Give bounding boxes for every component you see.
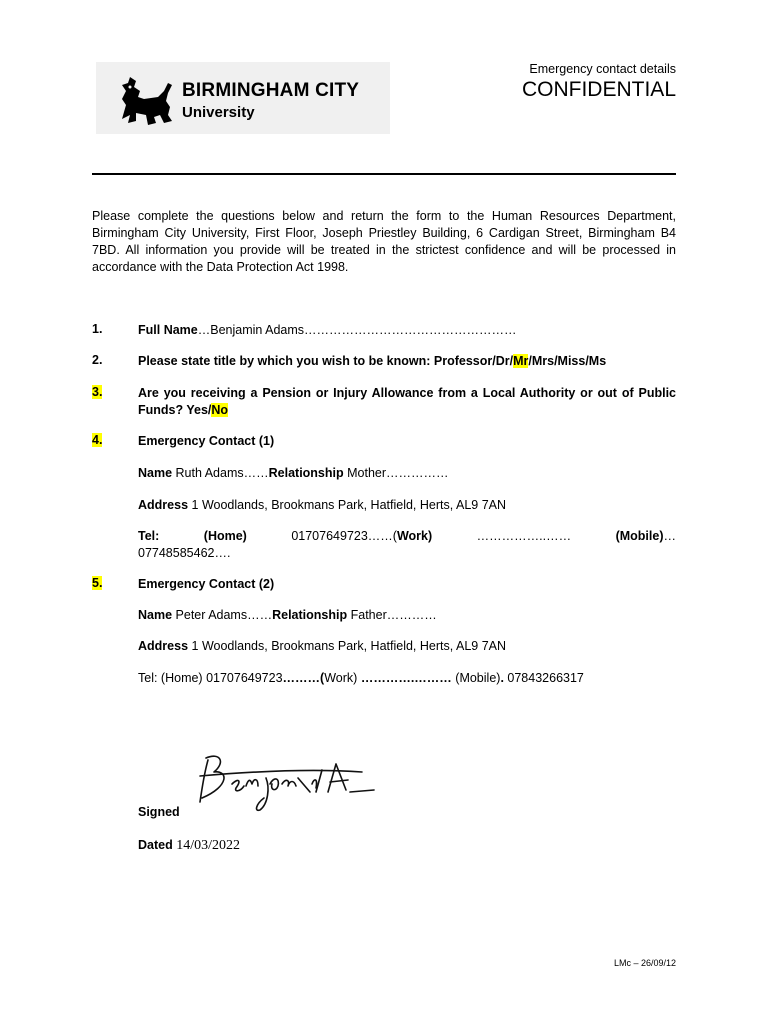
title-question: Please state title by which you wish to be known: Professor/Dr/ <box>138 354 514 368</box>
contact1-heading: Emergency Contact (1) <box>138 434 275 448</box>
full-name-label: Full Name <box>138 323 198 337</box>
contact2-tel-work: Work) <box>324 671 358 685</box>
contact1-mobile-label: (Mobile) <box>615 529 664 543</box>
contact2-name-label: Name <box>138 608 173 622</box>
contact1-name-row <box>138 465 676 482</box>
q1-number: 1. <box>92 322 103 336</box>
signed-label: Signed <box>138 805 180 819</box>
contact1-name-value: Ruth Adams…… <box>175 466 269 480</box>
contact1-work-value: ……………..…… <box>476 529 572 543</box>
brand-name: BIRMINGHAM CITY <box>182 80 360 101</box>
header-divider <box>92 173 676 175</box>
q3-number: 3. <box>92 385 103 399</box>
contact2-tel-mobile-value: 07843266317 <box>507 671 584 685</box>
contact1-address-row <box>138 497 676 514</box>
q1-full-name <box>138 322 676 339</box>
contact1-address-value: 1 Woodlands, Brookmans Park, Hatfield, Herts, AL9 7AN <box>191 498 507 512</box>
contact1-relationship-value: Mother…………… <box>347 466 449 480</box>
dated-label: Dated <box>138 838 173 852</box>
contact2-tel-dots2: ………….……… <box>360 671 452 685</box>
contact1-home-label: (Home) <box>203 529 247 543</box>
q2-title <box>138 353 676 370</box>
contact1-tel-row <box>138 528 676 562</box>
contact2-tel-mobile-label: (Mobile) <box>455 671 501 685</box>
brand-subname: University <box>182 104 255 121</box>
contact2-tel-dots1: ………( <box>282 671 325 685</box>
contact2-relationship-value: Father………… <box>350 608 437 622</box>
title-selected: Mr <box>513 354 529 368</box>
contact1-home-value: 01707649723……( <box>291 529 397 543</box>
contact1-name-label: Name <box>138 466 173 480</box>
intro-paragraph: Please complete the questions below and return the form to the Human Resources Department, Birmingham City University, First Floor, Joseph Priestley Building, 6 Cardigan Street, Birmingham B4 7BD. All information you provide will be treated in the strictest confidence and will be processed in accordance with the Data Protection Act 1998. <box>92 209 676 274</box>
contact1-tel-label: Tel: <box>138 529 160 543</box>
contact2-name-row <box>138 607 676 624</box>
contact2-relationship-label: Relationship <box>272 608 348 622</box>
confidential-title: CONFIDENTIAL <box>521 78 676 101</box>
contact2-address-value: 1 Woodlands, Brookmans Park, Hatfield, Herts, AL9 7AN <box>191 639 507 653</box>
contact2-tel-home: Tel: (Home) 01707649723 <box>138 671 283 685</box>
contact1-relationship-label: Relationship <box>268 466 344 480</box>
dated-value: 14/03/2022 <box>176 838 240 853</box>
contact2-heading: Emergency Contact (2) <box>138 577 275 591</box>
contact1-work-label: Work) <box>396 529 433 543</box>
contact1-mobile-dots: … <box>663 529 676 543</box>
contact2-address-row <box>138 638 676 655</box>
university-logo <box>96 62 390 134</box>
contact1-mobile-number: 07748585462…. <box>138 546 231 560</box>
pension-question: Are you receiving a Pension or Injury Allowance from a Local Authority or out of Public Funds? Yes/ <box>138 386 676 417</box>
contact2-name-value: Peter Adams…… <box>175 608 273 622</box>
document-reference: LMc – 26/09/12 <box>613 958 676 968</box>
title-options-rest: /Mrs/Miss/Ms <box>528 354 607 368</box>
contact2-tel-row <box>138 670 676 687</box>
full-name-value: …Benjamin Adams…………………………………………… <box>197 323 517 337</box>
contact2-address-label: Address <box>138 639 189 653</box>
contact1-number: 4. <box>92 433 103 447</box>
contact2-number: 5. <box>92 576 103 590</box>
contact1-address-label: Address <box>138 498 189 512</box>
lion-crest-icon <box>114 75 174 127</box>
form-subtitle: Emergency contact details <box>529 62 676 76</box>
q3-pension <box>138 385 676 419</box>
contact2-tel-dot: . <box>500 671 504 685</box>
pension-selected: No <box>211 403 229 417</box>
q2-number: 2. <box>92 353 103 367</box>
dated-row <box>138 837 676 854</box>
